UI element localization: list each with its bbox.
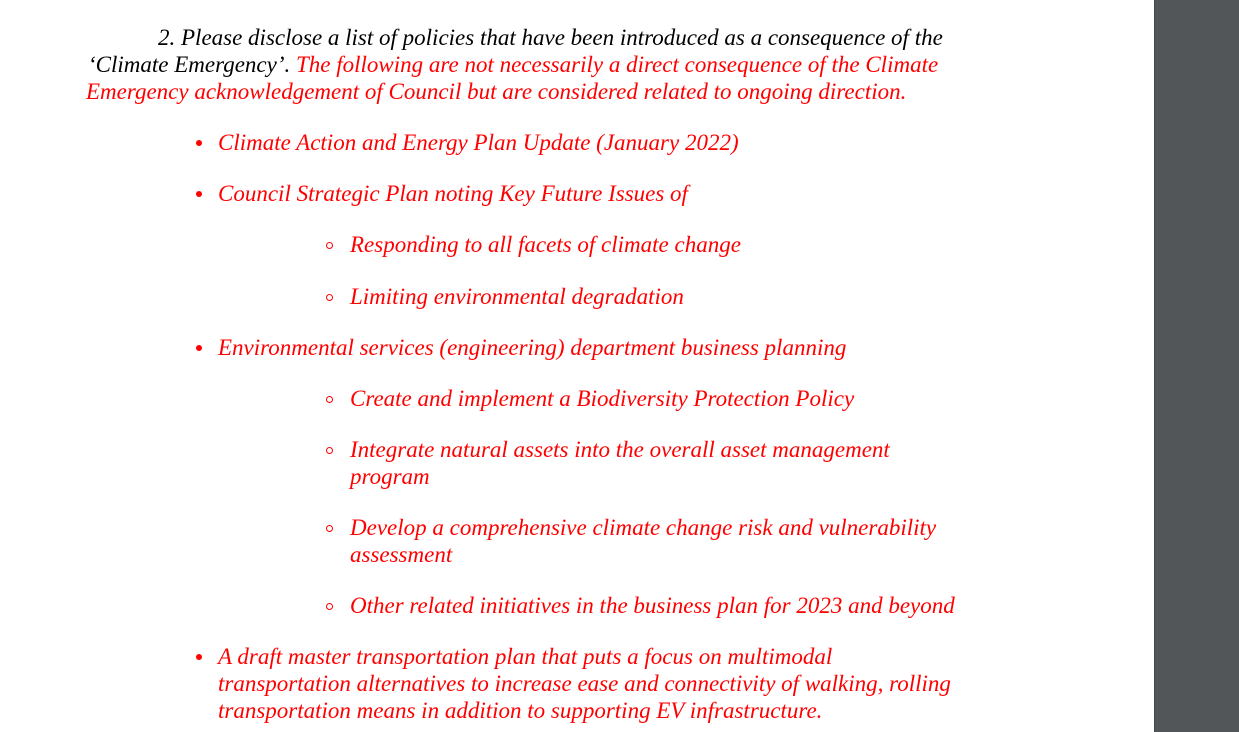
sub-bullet-icon <box>326 447 333 454</box>
bullet-icon <box>196 654 202 660</box>
sub-item-natural-assets-line-2: program <box>350 464 430 489</box>
list-item-environmental-services: Environmental services (engineering) department business planning <box>218 335 847 360</box>
sub-item-biodiversity-policy: Create and implement a Biodiversity Protection Policy <box>350 386 855 411</box>
page-edge <box>1154 0 1155 732</box>
list-item-climate-action-plan: Climate Action and Energy Plan Update (January 2022) <box>218 130 739 155</box>
sub-bullet-icon <box>326 396 333 403</box>
sub-bullet-icon <box>326 242 333 249</box>
sub-item-environmental-degradation: Limiting environmental degradation <box>350 284 684 309</box>
sub-bullet-icon <box>326 603 333 610</box>
list-item-strategic-plan: Council Strategic Plan noting Key Future Issues of <box>218 181 688 206</box>
list-item-transportation-line-3: transportation means in addition to supporting EV infrastructure. <box>218 698 823 723</box>
sub-item-natural-assets-line-1: Integrate natural assets into the overall asset management <box>350 437 890 462</box>
bullet-icon <box>196 191 202 197</box>
question-line-2 <box>88 51 938 78</box>
sub-item-risk-assessment-line-2: assessment <box>350 542 453 567</box>
answer-intro-line-2: Emergency acknowledgement of Council but are considered related to ongoing direction. <box>86 79 907 104</box>
bullet-icon <box>196 345 202 351</box>
list-item-transportation-line-2: transportation alternatives to increase ease and connectivity of walking, rolling <box>218 671 951 696</box>
sub-item-risk-assessment-line-1: Develop a comprehensive climate change risk and vulnerability <box>350 515 937 540</box>
list-item-transportation-line-1: A draft master transportation plan that puts a focus on multimodal <box>218 644 833 669</box>
answer-intro-line-1: The following are not necessarily a direct consequence of the Climate <box>296 52 939 77</box>
sub-item-climate-change: Responding to all facets of climate change <box>350 232 741 257</box>
viewer-background <box>1154 0 1239 732</box>
sub-item-other-initiatives: Other related initiatives in the business plan for 2023 and beyond <box>350 593 955 618</box>
sub-bullet-icon <box>326 294 333 301</box>
question-climate-emergency: ‘Climate Emergency’. <box>88 52 291 77</box>
question-line-1: 2. Please disclose a list of policies that have been introduced as a consequence of the <box>158 25 943 50</box>
sub-bullet-icon <box>326 525 333 532</box>
bullet-icon <box>196 140 202 146</box>
